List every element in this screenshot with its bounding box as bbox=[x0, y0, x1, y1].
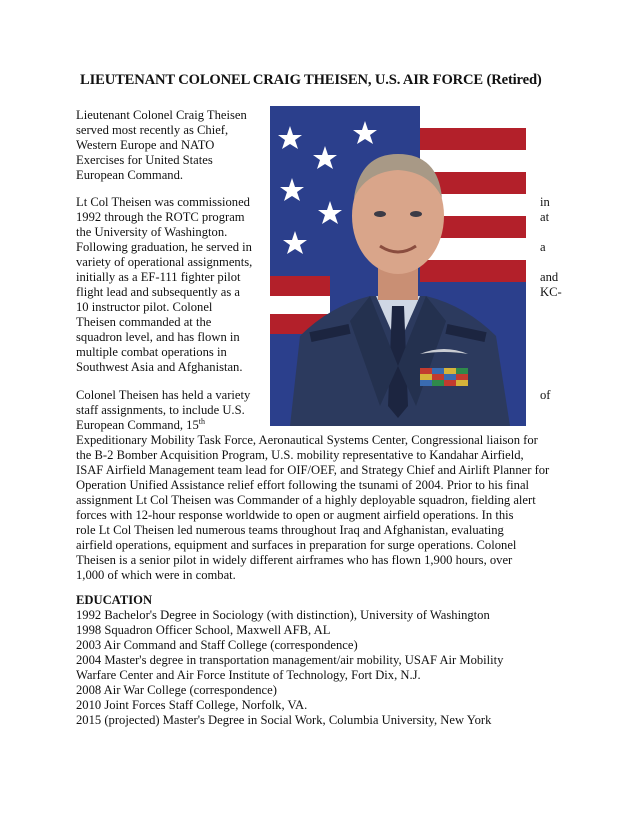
para2-line: multiple combat operations in bbox=[76, 345, 227, 359]
para1-line: European Command. bbox=[76, 168, 184, 182]
para1-line: Western Europe and NATO bbox=[76, 138, 215, 152]
para1-line: served most recently as Chief, bbox=[76, 123, 229, 137]
education-heading: EDUCATION bbox=[76, 593, 153, 607]
education-item: 1998 Squadron Officer School, Maxwell AFB, AL bbox=[76, 623, 331, 637]
para3-line: the B-2 Bomber Acquisition Program, U.S. mobility representative to Kandahar Airfield, bbox=[76, 448, 524, 462]
para3-line: Expeditionary Mobility Task Force, Aeronautical Systems Center, Congressional liaison for bbox=[76, 433, 538, 447]
education-item: Warfare Center and Air Force Institute of Technology, Fort Dix, N.J. bbox=[76, 668, 421, 682]
para2-line: flight lead and subsequently as a bbox=[76, 285, 241, 299]
para1-line: Exercises for United States bbox=[76, 153, 213, 167]
para3-line: ISAF Airfield Management team lead for OIF/OEF, and Strategy Chief and Airlift Planner for bbox=[76, 463, 550, 477]
para2-line: Southwest Asia and Afghanistan. bbox=[76, 360, 243, 374]
para2-line: 10 instructor pilot. Colonel bbox=[76, 300, 213, 314]
page-title: LIEUTENANT COLONEL CRAIG THEISEN, U.S. AIR FORCE (Retired) bbox=[80, 72, 542, 88]
para3-line: airfield operations, equipment and surfaces in preparation for surge operations. Colonel bbox=[76, 538, 517, 552]
education-item: 2010 Joint Forces Staff College, Norfolk, VA. bbox=[76, 698, 308, 712]
para2-right-word: in bbox=[540, 195, 550, 209]
para2-line: the University of Washington. bbox=[76, 225, 228, 239]
para3-line bbox=[76, 418, 205, 433]
para3-line: assignment Lt Col Theisen was Commander of a highly deployable squadron, fielding alert bbox=[76, 493, 536, 507]
para3-line: Colonel Theisen has held a variety bbox=[76, 388, 251, 402]
para3-line-text: European Command, 15 bbox=[76, 418, 199, 432]
para2-line: Lt Col Theisen was commissioned bbox=[76, 195, 250, 209]
education-item: 1992 Bachelor's Degree in Sociology (with distinction), University of Washington bbox=[76, 608, 490, 622]
para2-right-word: at bbox=[540, 210, 550, 224]
para3-line: Operation Unified Assistance relief effort following the tsunami of 2004. Prior to his final bbox=[76, 478, 530, 492]
para3-line: forces with 12-hour response worldwide to open or augment airfield operations. In this bbox=[76, 508, 514, 522]
para2-right-word: and bbox=[540, 270, 559, 284]
para3-right-word: of bbox=[540, 388, 551, 402]
para2-line: 1992 through the ROTC program bbox=[76, 210, 245, 224]
education-item: 2008 Air War College (correspondence) bbox=[76, 683, 277, 697]
para2-line: Following graduation, he served in bbox=[76, 240, 252, 254]
ordinal-suffix: th bbox=[198, 416, 205, 426]
education-item: 2003 Air Command and Staff College (correspondence) bbox=[76, 638, 358, 652]
education-item: 2004 Master's degree in transportation management/air mobility, USAF Air Mobility bbox=[76, 653, 504, 667]
para3-line: Theisen is a senior pilot in widely different airframes who has flown 1,900 hours, over bbox=[76, 553, 513, 567]
officer-portrait-icon bbox=[270, 106, 526, 426]
para3-line: 1,000 of which were in combat. bbox=[76, 568, 236, 582]
para2-line: Theisen commanded at the bbox=[76, 315, 212, 329]
para2-line: initially as a EF-111 fighter pilot bbox=[76, 270, 241, 284]
para3-line: role Lt Col Theisen led numerous teams throughout Iraq and Afghanistan, evaluating bbox=[76, 523, 504, 537]
education-item: 2015 (projected) Master's Degree in Social Work, Columbia University, New York bbox=[76, 713, 492, 727]
para3-line: staff assignments, to include U.S. bbox=[76, 403, 245, 417]
para1-line: Lieutenant Colonel Craig Theisen bbox=[76, 108, 247, 122]
para2-line: squadron level, and has flown in bbox=[76, 330, 240, 344]
para2-right-word: a bbox=[540, 240, 546, 254]
para2-right-word: KC- bbox=[540, 285, 562, 299]
para2-line: variety of operational assignments, bbox=[76, 255, 253, 269]
